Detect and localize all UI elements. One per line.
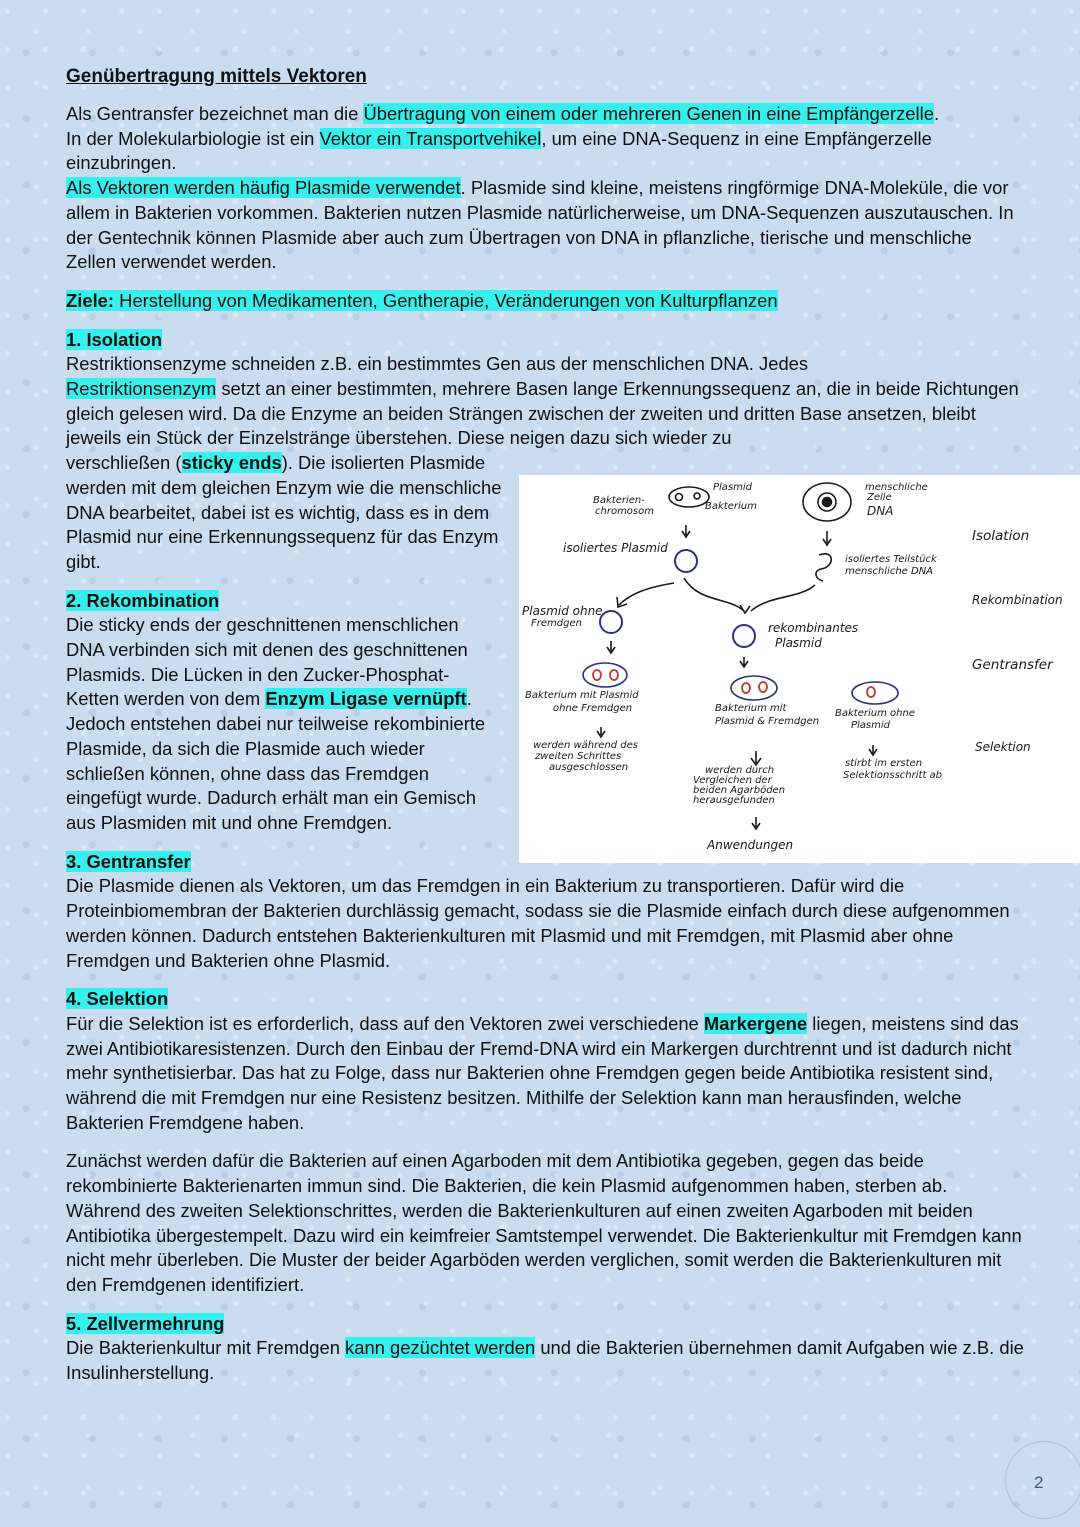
label-isoliertes-teilstueck: isoliertes Teilstück	[845, 554, 937, 565]
label-bakterium-ohne-fremdgen: Bakterium mit Plasmid	[525, 690, 639, 701]
zellvermehrung-text: Die Bakterienkultur mit Fremdgen kann gezüchtet werden und die Bakterien übernehmen damit Aufgaben wie z.B. die Insulinherstellung.	[66, 1337, 1024, 1384]
arrow	[740, 657, 748, 667]
label-isoliertes-plasmid: isoliertes Plasmid	[563, 541, 668, 555]
label-menschliche-zelle: Zelle	[867, 492, 892, 503]
arrow	[869, 745, 877, 755]
arrow	[607, 641, 615, 653]
label-bakterium-mit-fremdgen: Bakterium mit	[715, 703, 787, 714]
page-title: Genübertragung mittels Vektoren	[66, 66, 367, 87]
label-bakterium-mit-fremdgen: Plasmid & Fremdgen	[715, 716, 820, 727]
page-number: 2	[1034, 1473, 1044, 1492]
arrow	[752, 817, 760, 829]
chromosome-shape	[676, 494, 683, 501]
step-label-selektion: Selektion	[975, 740, 1031, 754]
section-title-isolation: 1. Isolation	[66, 328, 163, 350]
plasmid-small-shape	[694, 493, 700, 499]
label-ausgeschlossen: werden während des	[533, 740, 638, 751]
label-bakterium-ohne-plasmid: Plasmid	[851, 720, 891, 731]
section-title-zellvermehrung: 5. Zellvermehrung	[66, 1312, 225, 1334]
label-stirbt: Selektionsschritt ab	[843, 770, 943, 781]
highlight: Vektor ein Transportvehikel	[319, 127, 542, 149]
label-bakterien-chromosom: Bakterien-	[593, 495, 645, 506]
intro-paragraph: Als Gentransfer bezeichnet man die Übertragung von einem oder mehreren Genen in eine Empfängerzelle. In der Molekularbiologie ist ein Vektor ein Transportvehikel, um eine DNA-Sequenz in eine Empfängerzelle einzubringen. Als Vektoren werden häufig Plasmide verwendet. Plasmide sind kleine, meistens ringförmige DNA-Moleküle, die vor allem in Bakterien vorkommen. Bakterien nutzen Plasmide natürlicherweise, um DNA-Sequenzen auszutauschen. In der Gentechnik können Plasmide aber auch zum Übertragen von DNA in pflanzliche, tierische und menschliche Zellen verwendet werden.	[66, 103, 1014, 273]
label-vergleich: Vergleichen der	[693, 775, 772, 786]
label-plasmid-ohne-fremdgen: Fremdgen	[531, 618, 582, 629]
arrow	[597, 727, 605, 737]
label-rekombinantes-plasmid: rekombinantes	[768, 621, 859, 635]
label-vergleich: beiden Agarböden	[693, 785, 786, 796]
step-label-gentransfer: Gentransfer	[972, 657, 1053, 673]
label-bakterium-ohne-plasmid: Bakterium ohne	[835, 708, 915, 719]
label-stirbt: stirbt im ersten	[845, 758, 923, 769]
arrow	[751, 585, 815, 611]
bacterium-plasmid-gene-shape	[731, 676, 777, 700]
arrow	[823, 531, 831, 545]
gentransfer-text: Die Plasmide dienen als Vektoren, um das Fremdgen in ein Bakterium zu transportieren. Dafür wird die Proteinbiomembran der Bakterien durchlässig gemacht, sodass sie die Plasmide einfach durch diese aufgenommen werden können. Dadurch entstehen Bakterienkulturen mit Plasmid und mit Fremdgen, mit Plasmid aber ohne Fremdgen und Bakterien ohne Plasmid.	[66, 875, 1010, 971]
page-number-badge	[1005, 1441, 1080, 1519]
rekombination-text: Die sticky ends der geschnittenen menschlichen DNA verbinden sich mit denen des geschnittenen Plasmids. Die Lücken in den Zucker-Phosphat-Ketten werden von dem Enzym Ligase vernüpft. Jedoch entstehen dabei nur teilweise rekombinierte Plasmide, da sich die Plasmide auch wieder schließen können, ohne dass das Fremdgen eingefügt wurde. Dadurch erhält man ein Gemisch aus Plasmiden mit und ohne Fremdgen.	[66, 614, 486, 833]
highlight: Als Vektoren werden häufig Plasmide verwendet	[66, 177, 461, 199]
label-anwendungen: Anwendungen	[707, 838, 794, 852]
goals-line: Ziele: Herstellung von Medikamenten, Gentherapie, Veränderungen von Kulturpflanzen	[66, 289, 778, 311]
plasmid-without-gene-shape	[600, 611, 622, 633]
label-dna: DNA	[867, 504, 894, 518]
step-label-isolation: Isolation	[972, 528, 1030, 544]
label-vergleich: herausgefunden	[693, 795, 775, 806]
nucleus-core-shape	[823, 498, 832, 507]
section-title-selektion: 4. Selektion	[66, 988, 169, 1010]
isolation-text-cont: verschließen (sticky ends). Die isolierten Plasmide werden mit dem gleichen Enzym wie die menschliche DNA bearbeitet, dabei ist es wichtig, dass es in dem Plasmid nur eine Erkennungssequenz für das Enzym gibt.	[66, 452, 502, 572]
process-diagram	[519, 475, 1080, 863]
highlight: Übertragung von einem oder mehreren Genen in eine Empfängerzelle	[363, 103, 934, 124]
label-bakterium-ohne-fremdgen: ohne Fremdgen	[553, 703, 633, 714]
arrow	[751, 751, 761, 765]
section-title-gentransfer: 3. Gentransfer	[66, 850, 191, 872]
isolated-plasmid-shape	[675, 550, 697, 572]
label-plasmid-ohne-fremdgen: Plasmid ohne	[522, 604, 603, 618]
step-label-rekombination: Rekombination	[972, 593, 1063, 607]
arrow	[684, 578, 744, 611]
label-bakterium: Bakterium	[705, 501, 757, 512]
label-ausgeschlossen: zweiten Schrittes	[535, 751, 622, 762]
section-title-rekombination: 2. Rekombination	[66, 589, 220, 611]
recombinant-plasmid-shape	[733, 625, 755, 647]
selektion-text: Für die Selektion ist es erforderlich, dass auf den Vektoren zwei verschiedene Markergene liegen, meistens sind das zwei Antibiotikaresistenzen. Durch den Einbau der Fremd-DNA wird ein Markergen durchtrennt und ist dadurch nicht mehr synthetisierbar. Das hat zu Folge, dass nur Bakterien ohne Fremdgen gegen beide Antibiotika resistent sind, während die mit Fremdgen nur eine Resistenz besitzen. Mithilfe der Selektion kann man herausfinden, welche Bakterien Fremdgene haben.	[66, 1012, 1019, 1133]
isolation-text: Restriktionsenzyme schneiden z.B. ein bestimmtes Gen aus der menschlichen DNA. Jedes Restriktionsenzym setzt an einer bestimmten, mehrere Basen lange Erkennungssequenz an, die in beide Richtungen gleich gelesen wird. Da die Enzyme an beiden Strängen zwischen der zweiten und dritten Base ansetzen, bleibt jeweils ein Stück der Einzelstränge überstehen. Diese neigen dazu sich wieder zu	[66, 353, 1019, 449]
arrow	[682, 525, 690, 537]
label-isoliertes-teilstueck: menschliche DNA	[845, 566, 934, 577]
label-ausgeschlossen: ausgeschlossen	[549, 762, 629, 773]
label-bakterien-chromosom: chromosom	[595, 506, 654, 517]
dna-fragment-shape	[816, 554, 831, 581]
selektion-text-2: Zunächst werden dafür die Bakterien auf einen Agarboden mit dem Antibiotika gegeben, gegen das beide rekombinierte Bakterienarten immun sind. Die Bakterien, die kein Plasmid aufgenommen haben, sterben ab. Während des zweiten Selektionschrittes, werden die Bakterienkulturen auf einen zweiten Agarboden mit beiden Antibiotika übergestempelt. Dazu wird ein keimfreier Samtstempel verwendet. Die Bakterienkultur mit Fremdgen kann nicht mehr überleben. Die Muster der beider Agarböden werden verglichen, somit werden die Bakterienkulturen mit den Fremdgenen identifiziert.	[66, 1150, 1022, 1295]
arrow	[619, 583, 674, 605]
label-vergleich: werden durch	[705, 765, 775, 776]
label-menschliche-zelle: menschliche	[865, 482, 928, 493]
label-plasmid: Plasmid	[713, 482, 753, 493]
bacterium-plasmid-no-gene-shape	[583, 663, 627, 687]
label-rekombinantes-plasmid: Plasmid	[775, 636, 822, 650]
